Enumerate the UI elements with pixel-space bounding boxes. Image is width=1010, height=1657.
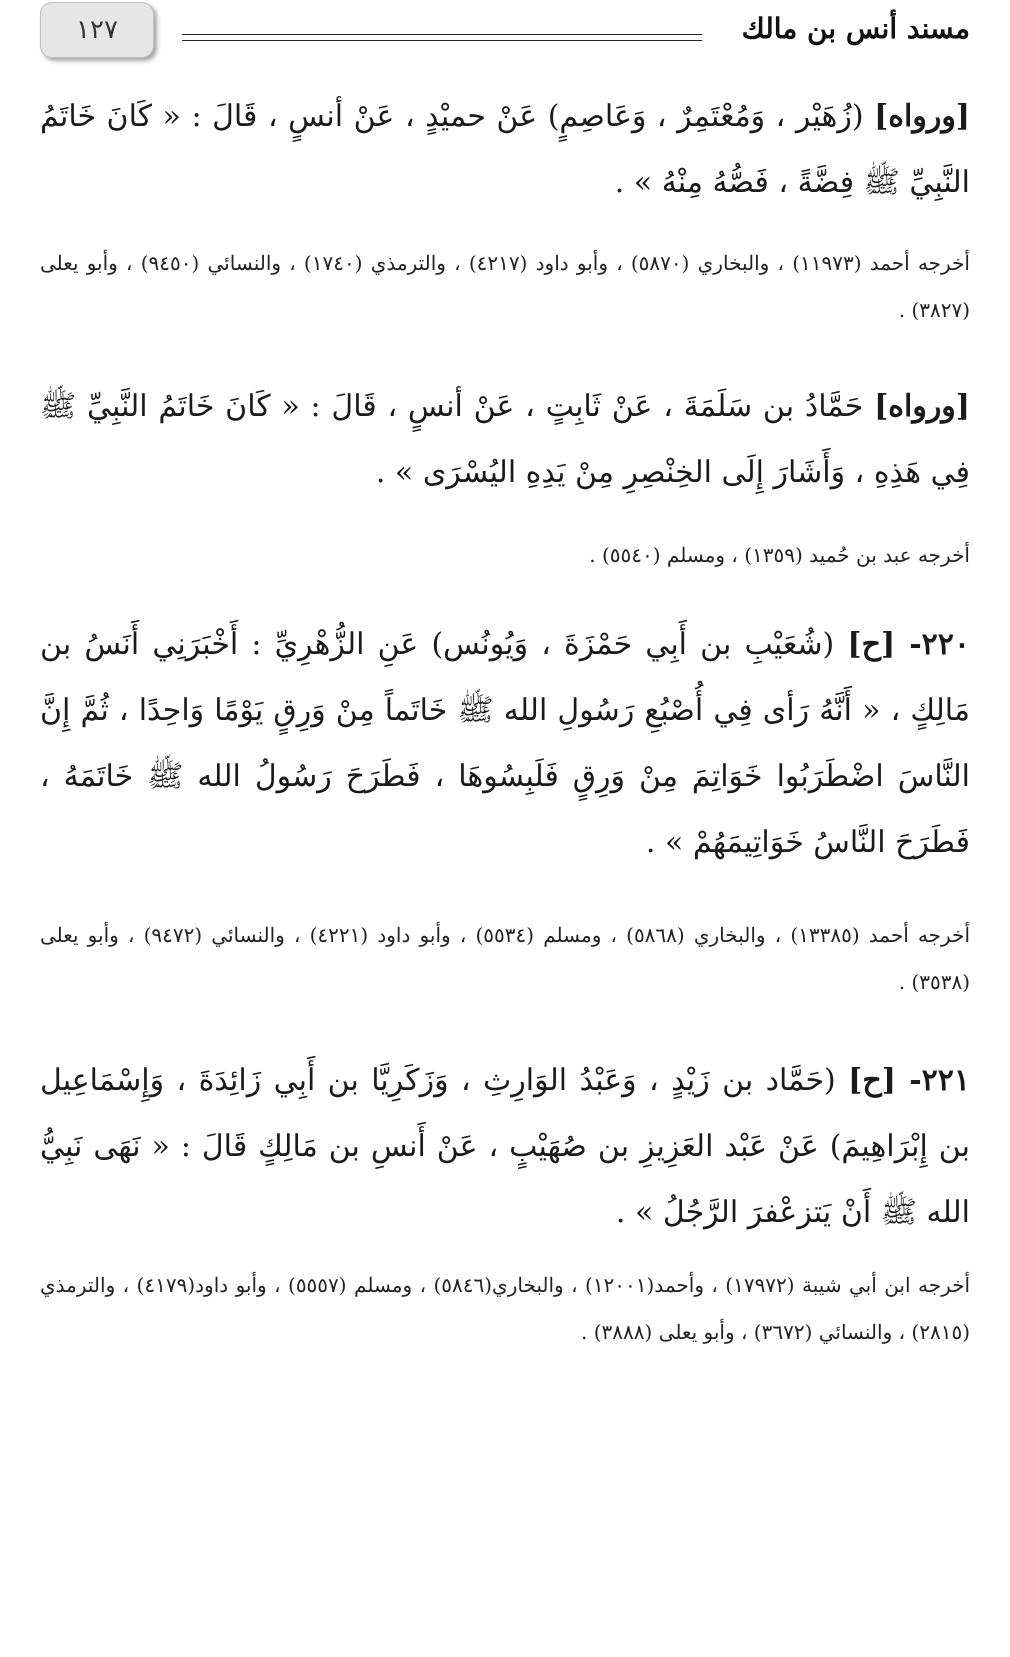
header-rule (182, 34, 702, 41)
footnote-section (40, 1262, 970, 1356)
hadith-text (40, 374, 970, 506)
entry-body: (حَمَّاد بن زَيْدٍ ، وَعَبْدُ الوَارِثِ ، وَزَكَرِيَّا بن أَبِي زَائِدَةَ ، وَإِسْمَاعِيل بن إِبْرَاهِيمَ) عَنْ عَبْد العَزِيزِ بن صُهَيْبٍ ، عَنْ أَنسِ بن مَالِكٍ قَالَ : « نَهَى نَبِيُّ الله ﷺ أَنْ يَتزعْفرَ الرَّجُلُ » . (40, 1063, 970, 1230)
entry-section (40, 84, 970, 216)
entry-label: ٢٢٠- [ح] (847, 627, 970, 662)
hadith-text (40, 84, 970, 216)
entry-label: ٢٢١- [ح] (848, 1063, 970, 1098)
footnote-section (40, 532, 970, 579)
entry-body: (زُهَيْر ، وَمُعْتَمِرٌ ، وَعَاصِمٍ) عَنْ حميْدٍ ، عَنْ أنسٍ ، قَالَ : « كَانَ خَاتَمُ النَّبِيِّ ﷺ فِضَّةً ، فَصُّهُ مِنْهُ » . (40, 99, 970, 200)
hadith-text (40, 612, 970, 876)
takhrij-footnote: أخرجه أحمد (١١٩٧٣) ، والبخاري (٥٨٧٠) ، وأبو داود (٤٢١٧) ، والترمذي (١٧٤٠) ، والنسائي (٩٤٥٠) ، وأبو يعلى (٣٨٢٧) . (40, 251, 970, 322)
page-number: ١٢٧ (40, 2, 154, 58)
entry-body: حَمَّادُ بن سَلَمَةَ ، عَنْ ثَابِتٍ ، عَنْ أنسٍ ، قَالَ : « كَانَ خَاتَمُ النَّبِيِّ ﷺ فِي هَذِهِ ، وَأَشَارَ إِلَى الخِنْصِرِ مِنْ يَدِهِ اليُسْرَى » . (40, 389, 970, 490)
entry-label: [ورواه] (874, 389, 970, 424)
takhrij-footnote: أخرجه أحمد (١٣٣٨٥) ، والبخاري (٥٨٦٨) ، ومسلم (٥٥٣٤) ، وأبو داود (٤٢٢١) ، والنسائي (٩٤٧٢) ، وأبو يعلى (٣٥٣٨) . (40, 923, 970, 994)
entry-section (40, 1048, 970, 1246)
entry-section (40, 612, 970, 876)
footnote-section (40, 240, 970, 334)
running-title: مسند أنس بن مالك (741, 12, 970, 45)
entry-body: (شُعَيْبِ بن أَبِي حَمْزَةَ ، وَيُونُس) عَنِ الزُّهْرِيِّ : أَخْبَرَنِي أَنَسُ بن مَالِكٍ ، « أَنَّهُ رَأى فِي أُصْبُعِ رَسُولِ الله ﷺ خَاتَماً مِنْ وَرِقٍ يَوْمًا وَاحِدًا ، ثُمَّ إِنَّ النَّاسَ اضْطَرَبُوا خَوَاتِمَ مِنْ وَرِقٍ فَلَبِسُوهَا ، فَطَرَحَ رَسُولُ الله ﷺ خَاتَمَهُ ، فَطَرَحَ النَّاسُ خَوَاتِيمَهُمْ » . (40, 627, 970, 860)
page-header (40, 0, 970, 70)
footnote-section (40, 912, 970, 1006)
entry-section (40, 374, 970, 506)
document-page (40, 0, 970, 1657)
entry-label: [ورواه] (874, 99, 970, 134)
hadith-text (40, 1048, 970, 1246)
takhrij-footnote: أخرجه ابن أبي شيبة (١٧٩٧٢) ، وأحمد(١٢٠٠١) ، والبخاري(٥٨٤٦) ، ومسلم (٥٥٥٧) ، وأبو داود(٤١٧٩) ، والترمذي (٢٨١٥) ، والنسائي (٣٦٧٢) ، وأبو يعلى (٣٨٨٨) . (40, 1273, 971, 1344)
takhrij-footnote: أخرجه عبد بن حُميد (١٣٥٩) ، ومسلم (٥٥٤٠) . (589, 543, 970, 567)
